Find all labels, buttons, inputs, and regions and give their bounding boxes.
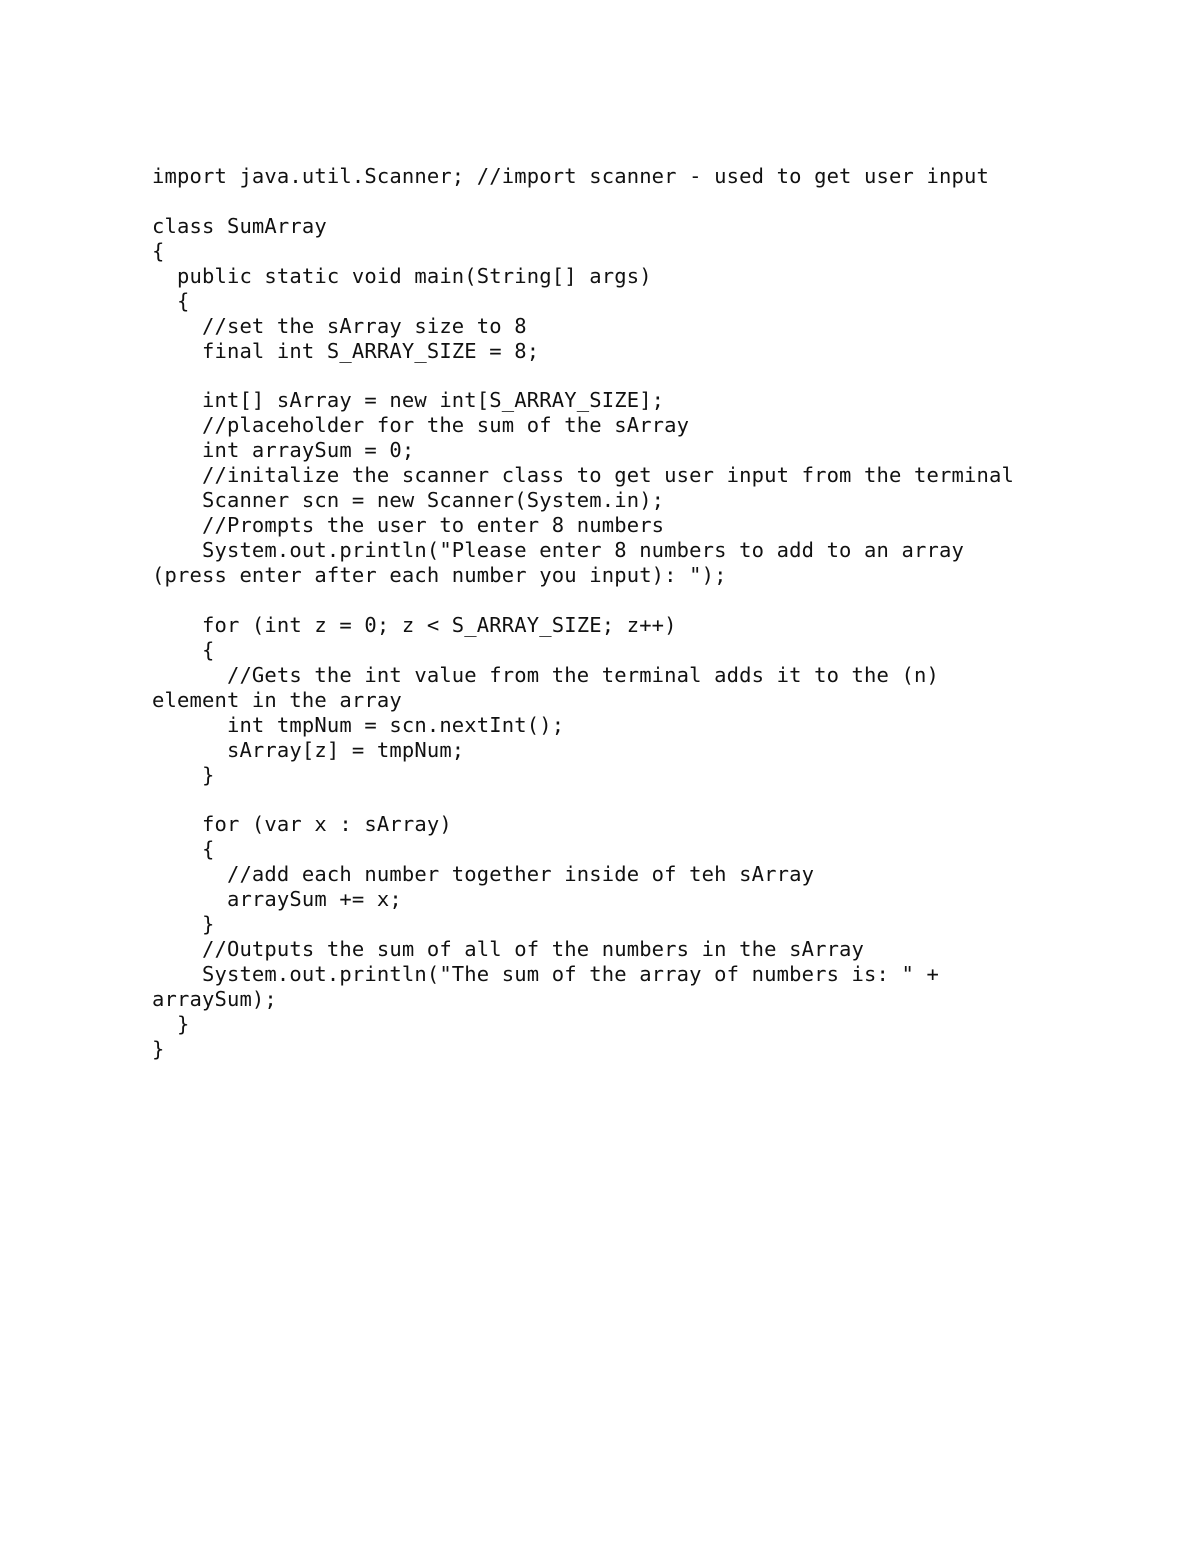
- code-line-26: [152, 787, 1152, 812]
- code-line-5: public static void main(String[] args): [152, 263, 652, 288]
- code-line-7: //set the sArray size to 8: [152, 313, 527, 338]
- code-line-24: sArray[z] = tmpNum;: [152, 737, 465, 762]
- code-line-35: }: [152, 1011, 190, 1036]
- code-line-31: }: [152, 912, 215, 937]
- code-listing: [152, 164, 1152, 1062]
- code-line-30: arraySum += x;: [152, 887, 402, 912]
- code-line-16: System.out.println("Please enter 8 numbers to add to an array: [152, 538, 964, 563]
- code-line-15: //Prompts the user to enter 8 numbers: [152, 513, 665, 538]
- code-line-27: for (var x : sArray): [152, 812, 452, 837]
- code-line-2: [152, 189, 1152, 214]
- code-line-14: Scanner scn = new Scanner(System.in);: [152, 488, 665, 513]
- code-line-13: //initalize the scanner class to get user input from the terminal: [152, 463, 1014, 488]
- code-line-6: {: [152, 288, 190, 313]
- code-line-1: import java.util.Scanner; //import scanner - used to get user input: [152, 164, 989, 188]
- code-line-12: int arraySum = 0;: [152, 438, 415, 463]
- code-line-28: {: [152, 837, 215, 862]
- code-line-3: class SumArray: [152, 213, 327, 238]
- code-line-19: for (int z = 0; z < S_ARRAY_SIZE; z++): [152, 612, 677, 637]
- code-line-4: {: [152, 238, 165, 263]
- code-line-10: int[] sArray = new int[S_ARRAY_SIZE];: [152, 388, 665, 413]
- code-line-21: //Gets the int value from the terminal adds it to the (n): [152, 662, 939, 687]
- code-line-20: {: [152, 637, 215, 662]
- code-line-25: }: [152, 762, 215, 787]
- code-line-33: System.out.println("The sum of the array of numbers is: " +: [152, 962, 939, 986]
- code-line-34: arraySum);: [152, 986, 277, 1011]
- code-line-11: //placeholder for the sum of the sArray: [152, 413, 690, 438]
- code-line-8: final int S_ARRAY_SIZE = 8;: [152, 338, 540, 363]
- code-line-32: //Outputs the sum of all of the numbers in the sArray: [152, 937, 865, 962]
- code-line-22: element in the array: [152, 687, 402, 712]
- code-line-17: (press enter after each number you input): ");: [152, 563, 727, 587]
- code-line-9: [152, 364, 1152, 389]
- code-line-29: //add each number together inside of teh sArray: [152, 862, 815, 887]
- code-line-23: int tmpNum = scn.nextInt();: [152, 712, 565, 737]
- code-line-18: [152, 588, 1152, 613]
- code-line-36: }: [152, 1036, 165, 1061]
